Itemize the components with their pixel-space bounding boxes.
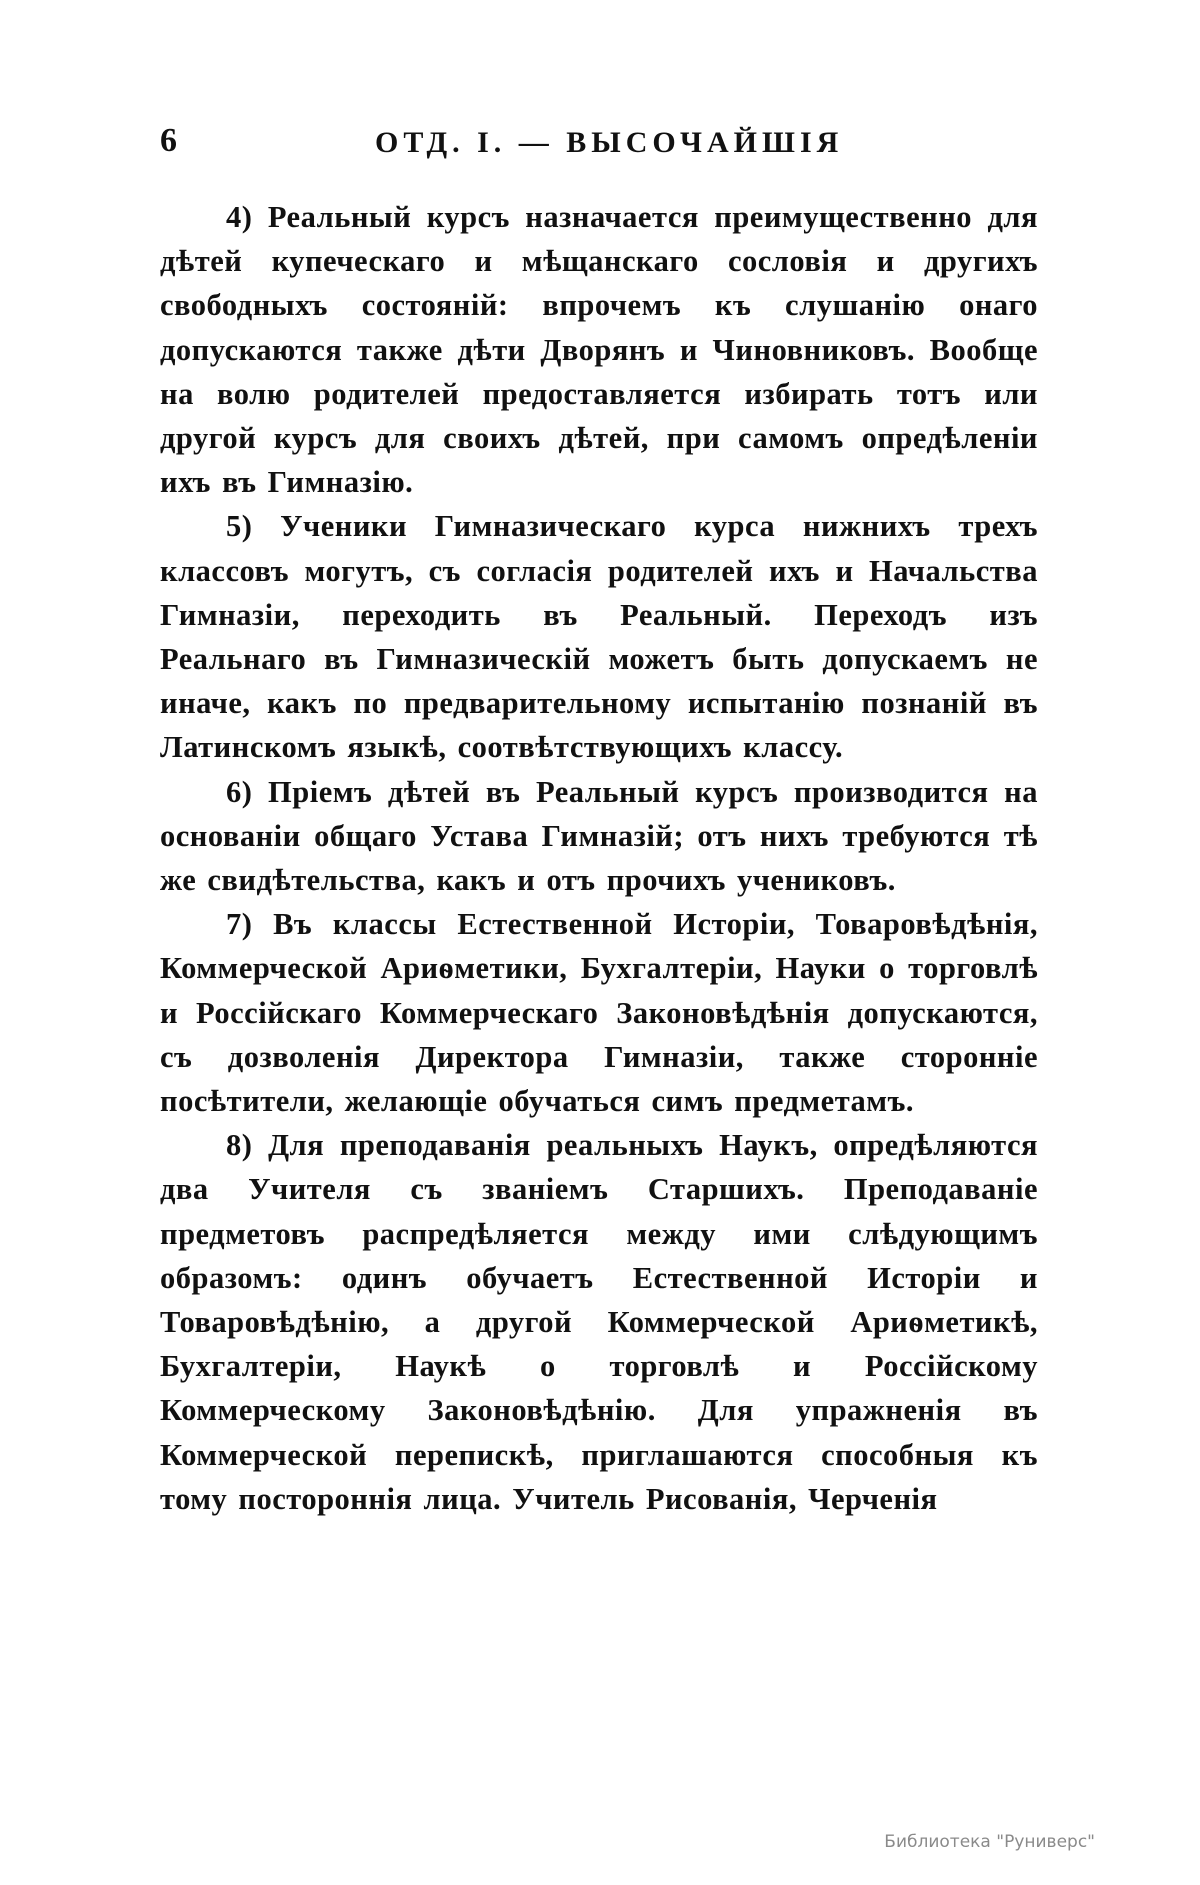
- paragraph-6: 6) Пріемъ дѣтей въ Реальный курсъ производится на основаніи общаго Устава Гимназій; отъ нихъ требуются тѣ же свидѣтельства, какъ и отъ прочихъ учениковъ.: [160, 774, 1038, 898]
- paragraph-5: 5) Ученики Гимназическаго курса нижнихъ трехъ классовъ могутъ, съ согласія родителей ихъ и Начальства Гимназіи, переходить въ Реальный. Переходъ изъ Реальнаго въ Гимназическій можетъ быть допускаемъ не иначе, какъ по предварительному испытанію познаній въ Латинскомъ языкѣ, соотвѣтствующихъ классу.: [160, 509, 1038, 765]
- paragraph-7: 7) Въ классы Естественной Исторіи, Товаровѣдѣнія, Коммерческой Ариѳметики, Бухгалтеріи, Науки о торговлѣ и Россійскаго Коммерческаго Законовѣдѣнія допускаются, съ дозволенія Директора Гимназіи, также сторонніе посѣтители, желающіе обучаться симъ предметамъ.: [160, 907, 1038, 1119]
- running-head: ОТД. I. — ВЫСОЧАЙШІЯ: [375, 126, 844, 159]
- library-watermark: Библиотека "Руниверс": [884, 1832, 1095, 1852]
- body-text: [160, 195, 1038, 1521]
- paragraph-4: 4) Реальный курсъ назначается преимущественно для дѣтей купеческаго и мѣщанскаго сословія и другихъ свободныхъ состояній: впрочемъ къ слушанію онаго допускаются также дѣти Дворянъ и Чиновниковъ. Вообще на волю родителей предоставляется избирать тотъ или другой курсъ для своихъ дѣтей, при самомъ опредѣленіи ихъ въ Гимназію.: [160, 200, 1038, 500]
- page-header: [160, 122, 1040, 172]
- page-number: 6: [160, 122, 177, 159]
- paragraph-8: 8) Для преподаванія реальныхъ Наукъ, опредѣляются два Учителя съ званіемъ Старшихъ. Преподаваніе предметовъ распредѣляется между ими слѣдующимъ образомъ: одинъ обучаетъ Естественной Исторіи и Товаровѣдѣнію, а другой Коммерческой Ариѳметикѣ, Бухгалтеріи, Наукѣ о торговлѣ и Россійскому Коммерческому Законовѣдѣнію. Для упражненія въ Коммерческой перепискѣ, приглашаются способныя къ тому постороннія лица. Учитель Рисованія, Черченія: [160, 1128, 1038, 1516]
